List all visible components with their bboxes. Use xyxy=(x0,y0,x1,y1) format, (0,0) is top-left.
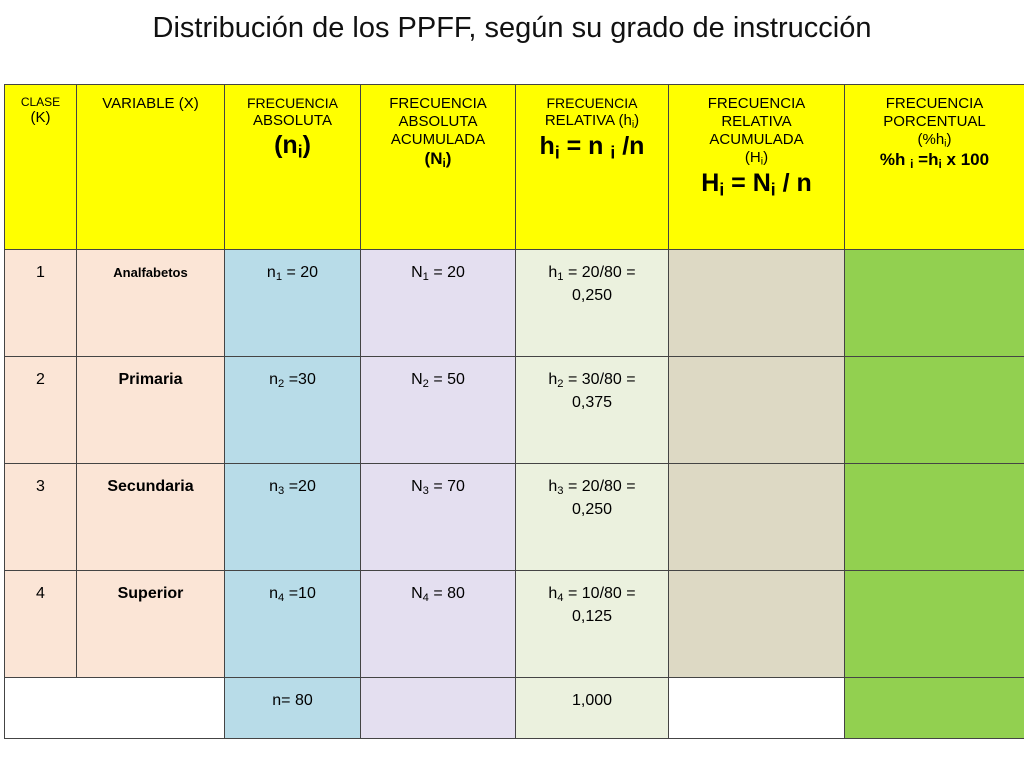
cell-hi: $h_3 = 20/80$ = 0,250 xyxy=(516,464,669,571)
cell-ni: $n_4 =10$ xyxy=(225,571,361,678)
cell-variable: Superior xyxy=(77,571,225,678)
cell-clase: 2 xyxy=(5,357,77,464)
header-frecuencia-relativa-acumulada: FRECUENCIA RELATIVA ACUMULADA $(H_i)$ $H_i = N_i / n$ xyxy=(669,85,845,250)
cell-ni: $n_3 =20$ xyxy=(225,464,361,571)
cell-total-porcentual xyxy=(845,678,1024,739)
table-row xyxy=(5,250,1024,357)
table-row xyxy=(5,357,1024,464)
cell-clase: 1 xyxy=(5,250,77,357)
cell-variable: Secundaria xyxy=(77,464,225,571)
header-frecuencia-absoluta-acumulada: FRECUENCIA ABSOLUTA ACUMULADA $(N_i)$ xyxy=(361,85,516,250)
header-variable: VARIABLE (X) xyxy=(77,85,225,250)
cell-total-Hi xyxy=(669,678,845,739)
cell-ni: $n_2 =30$ xyxy=(225,357,361,464)
frequency-table xyxy=(4,84,1024,739)
cell-total-n: n= 80 xyxy=(225,678,361,739)
cell-hi: $h_1 = 20/80$ = 0,250 xyxy=(516,250,669,357)
cell-porcentual xyxy=(845,464,1024,571)
cell-Hi xyxy=(669,464,845,571)
header-frecuencia-absoluta: FRECUENCIA ABSOLUTA $(n_i)$ xyxy=(225,85,361,250)
cell-Hi xyxy=(669,571,845,678)
header-frecuencia-relativa: FRECUENCIA RELATIVA $(h_i)$ $h_i = n$ $_i$ /n xyxy=(516,85,669,250)
header-clase: CLASE (K) xyxy=(5,85,77,250)
cell-Ni: $N_2 = 50$ xyxy=(361,357,516,464)
table-row xyxy=(5,464,1024,571)
cell-Hi xyxy=(669,250,845,357)
cell-Ni: $N_3 = 70$ xyxy=(361,464,516,571)
page-title: Distribución de los PPFF, según su grado de instrucción xyxy=(152,12,872,44)
cell-porcentual xyxy=(845,357,1024,464)
cell-Hi xyxy=(669,357,845,464)
cell-ni: $n_1 = 20$ xyxy=(225,250,361,357)
totals-row xyxy=(5,678,1024,739)
cell-hi: $h_2 = 30/80$ = 0,375 xyxy=(516,357,669,464)
cell-Ni: $N_4 = 80$ xyxy=(361,571,516,678)
cell-totals-label xyxy=(5,678,225,739)
cell-clase: 3 xyxy=(5,464,77,571)
cell-porcentual xyxy=(845,250,1024,357)
cell-total-Ni xyxy=(361,678,516,739)
cell-clase: 4 xyxy=(5,571,77,678)
table-row xyxy=(5,571,1024,678)
cell-Ni: $N_1 = 20$ xyxy=(361,250,516,357)
cell-hi: $h_4 = 10/80$ = 0,125 xyxy=(516,571,669,678)
cell-variable: Analfabetos xyxy=(77,250,225,357)
header-frecuencia-porcentual: FRECUENCIA PORCENTUAL $(\%h_i)$ %h $_i =h_i$ x 100 xyxy=(845,85,1024,250)
cell-porcentual xyxy=(845,571,1024,678)
cell-total-h: 1,000 xyxy=(516,678,669,739)
cell-variable: Primaria xyxy=(77,357,225,464)
